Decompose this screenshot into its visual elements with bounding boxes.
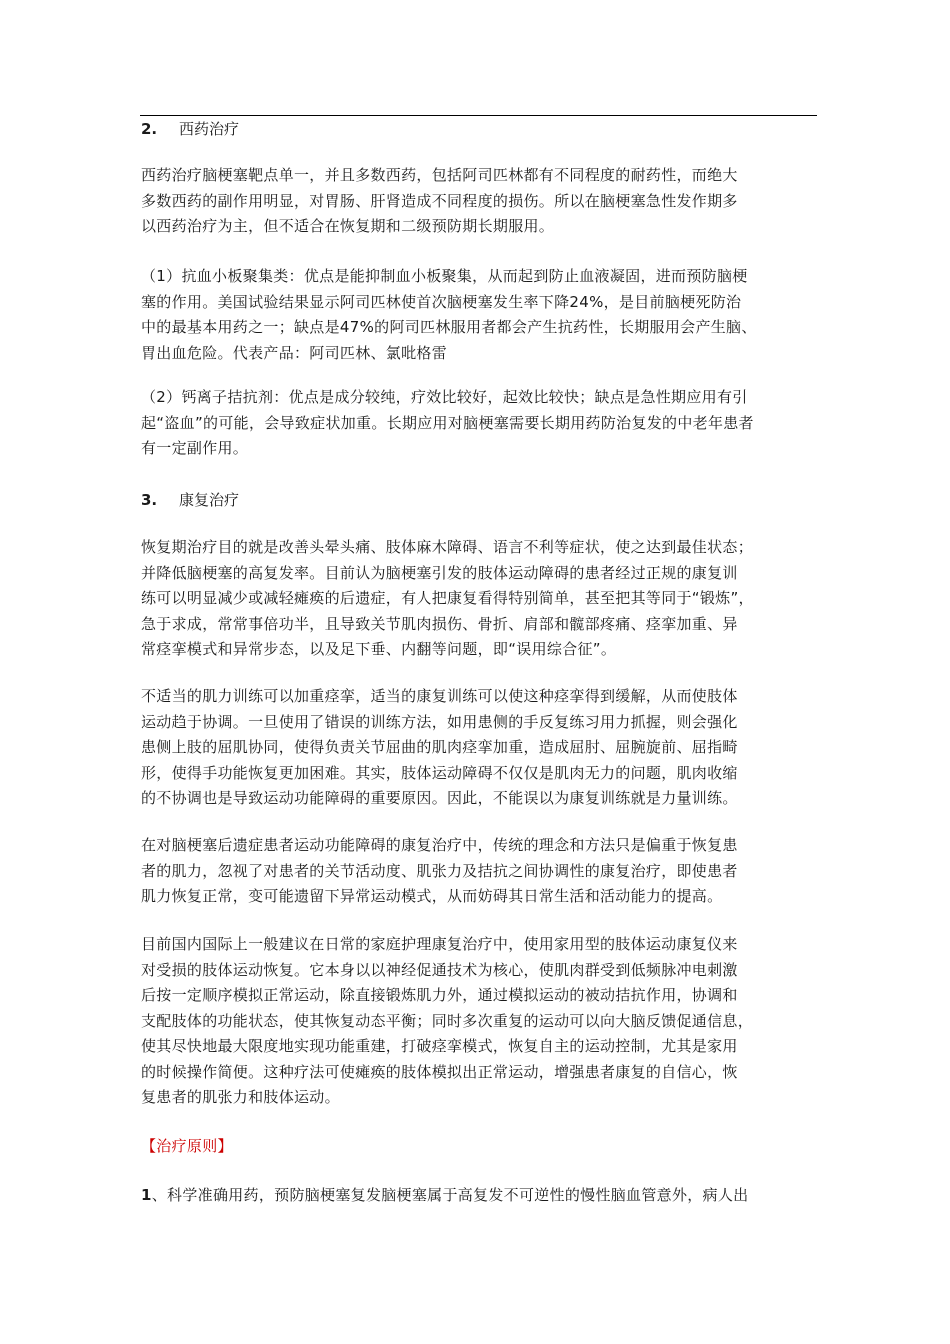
paragraph-western-intro	[141, 163, 821, 240]
section-title: 西药治疗	[179, 120, 240, 138]
text-line: 西药治疗脑梗塞靶点单一，并且多数西药，包括阿司匹林都有不同程度的耐药性，而绝大	[141, 166, 738, 184]
text-line: 支配肢体的功能状态，使其恢复动态平衡；同时多次重复的运动可以向大脑反馈促通信息，	[141, 1011, 754, 1030]
text-line: 并降低脑梗塞的高复发率。目前认为脑梗塞引发的肢体运动障碍的患者经过正规的康复训	[141, 563, 738, 582]
text-line: 多数西药的副作用明显，对胃肠、肝肾造成不同程度的损伤。所以在脑梗塞急性发作期多	[141, 191, 738, 210]
text-line: 后按一定顺序模拟正常运动，除直接锻炼肌力外，通过模拟运动的被动拮抗作用，协调和	[141, 986, 738, 1004]
section-number: 3.	[141, 491, 158, 509]
text-line: 练可以明显减少或减轻瘫痪的后遗症，有人把康复看得特别简单，甚至把其等同于“锻炼”，	[141, 589, 754, 607]
text-line: 恢复期治疗目的就是改善头晕头痛、肢体麻木障碍、语言不利等症状，使之达到最佳状态；	[141, 538, 754, 556]
text-line: 的时候操作简便。这种疗法可使瘫痪的肢体模拟出正常运动，增强患者康复的自信心，恢	[141, 1062, 738, 1081]
paragraph-muscle-training	[141, 684, 821, 812]
text-line: 对受损的肢体运动恢复。它本身以以神经促通技术为核心，使肌肉群受到低频脉冲电刺激	[141, 960, 738, 979]
text-line: 不适当的肌力训练可以加重痉挛，适当的康复训练可以使这种痉挛得到缓解，从而使肢体	[141, 687, 738, 705]
text-line: 使其尽快地最大限度地实现功能重建，打破痉挛模式，恢复自主的运动控制，尤其是家用	[141, 1037, 738, 1055]
text-line: 运动趋于协调。一旦使用了错误的训练方法，如用患侧的手反复练习用力抓握，则会强化	[141, 712, 738, 731]
paragraph-home-rehab-device	[141, 932, 821, 1111]
text-line: （1）抗血小板聚集类：优点是能抑制血小板聚集，从而起到防止血液凝固，进而预防脑梗	[141, 267, 748, 285]
text-line: 目前国内国际上一般建议在日常的家庭护理康复治疗中，使用家用型的肢体运动康复仪来	[141, 935, 738, 953]
text-line: 的不协调也是导致运动功能障碍的重要原因。因此，不能误以为康复训练就是力量训练。	[141, 789, 738, 807]
paragraph-recovery-goal	[141, 535, 821, 663]
text-line: 以西药治疗为主，但不适合在恢复期和二级预防期长期服用。	[141, 217, 555, 235]
text-line: 患侧上肢的屈肌协同，使得负责关节屈曲的肌肉痉挛加重，造成屈肘、屈腕旋前、屈指畸	[141, 738, 738, 756]
text-line: 常痉挛模式和异常步态，以及足下垂、内翻等问题，即“误用综合征”。	[141, 640, 617, 658]
section-title: 康复治疗	[179, 491, 240, 509]
section-number: 2.	[141, 120, 158, 138]
list-number: 1	[141, 1186, 152, 1204]
section-heading-rehabilitation	[141, 490, 239, 510]
text-line: 中的最基本用药之一；缺点是47%的阿司匹林服用者都会产生抗药性，长期服用会产生脑、	[141, 318, 757, 336]
text-line: 起“盗血”的可能，会导致症状加重。长期应用对脑梗塞需要长期用药防治复发的中老年患者	[141, 413, 754, 432]
text-line: 胃出血危险。代表产品：阿司匹林、氯吡格雷	[141, 343, 448, 362]
paragraph-calcium-antagonist	[141, 385, 821, 462]
text-line: 者的肌力，忽视了对患者的关节活动度、肌张力及拮抗之间协调性的康复治疗，即使患者	[141, 861, 738, 880]
paragraph-antiplatelet	[141, 264, 821, 366]
paragraph-principle-1	[141, 1183, 821, 1209]
treatment-principle-heading: 【治疗原则】	[141, 1137, 233, 1155]
text-line: 在对脑梗塞后遗症患者运动功能障碍的康复治疗中，传统的理念和方法只是偏重于恢复患	[141, 836, 738, 854]
list-text: 、科学准确用药，预防脑梗塞复发脑梗塞属于高复发不可逆性的慢性脑血管意外，病人出	[151, 1186, 749, 1204]
text-line: 有一定副作用。	[141, 439, 249, 457]
text-line: 复患者的肌张力和肢体运动。	[141, 1088, 340, 1106]
text-line: 塞的作用。美国试验结果显示阿司匹林使首次脑梗塞发生率下降24%，是目前脑梗死防治	[141, 292, 742, 311]
section-heading-western-medicine	[141, 119, 239, 139]
text-line: （2）钙离子拮抗剂：优点是成分较纯，疗效比较好，起效比较快；缺点是急性期应用有引	[141, 388, 748, 406]
text-line: 肌力恢复正常，变可能遗留下异常运动模式，从而妨碍其日常生活和活动能力的提高。	[141, 887, 723, 905]
paragraph-traditional-therapy	[141, 833, 821, 910]
top-divider	[140, 115, 817, 116]
text-line: 形，使得手功能恢复更加困难。其实，肢体运动障碍不仅仅是肌肉无力的问题，肌肉收缩	[141, 763, 738, 782]
text-line: 急于求成，常常事倍功半，且导致关节肌肉损伤、骨折、肩部和髋部疼痛、痉挛加重、异	[141, 614, 738, 633]
